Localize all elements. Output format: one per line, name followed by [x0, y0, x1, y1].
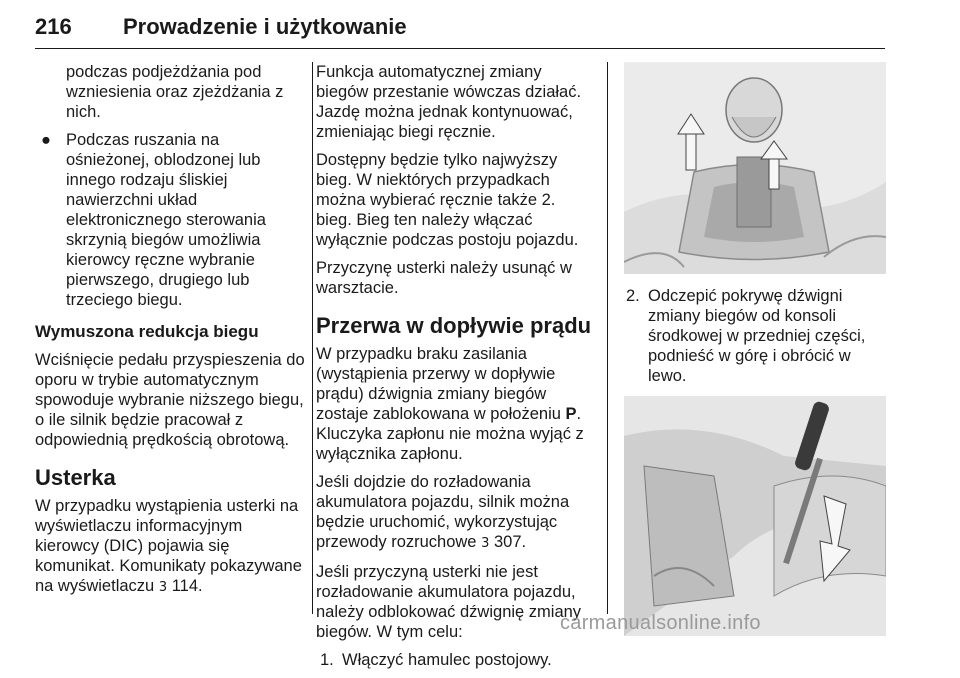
- power-lock-text-end: . Kluczyka zapłonu nie można wyjąć z wyłącznika zapłonu.: [316, 405, 584, 463]
- step-2: [622, 286, 890, 386]
- column-divider-1: [312, 62, 313, 614]
- paragraph-auto-off: Funkcja automatycznej zmiany biegów przestanie wówczas działać. Jazdę można jednak kontynuować, zmieniając biegi ręcznie.: [316, 63, 582, 141]
- watermark: carmanualsonline.info: [560, 612, 761, 634]
- heading-fault: Usterka: [35, 465, 116, 490]
- column-divider-2: [607, 62, 608, 614]
- jump-start-text: Jeśli dojdzie do rozładowania akumulatora pojazdu, silnik można będzie uruchomić, wykorzystując przewody rozruchowe: [316, 473, 570, 551]
- page-title: Prowadzenie i użytkowanie: [123, 14, 407, 39]
- downshift-text: Wciśnięcie pedału przyspieszenia do oporu w trybie automatycznym spowoduje wybranie niższego biegu, o ile silnik będzie pracował z odpowiednią prędkością obrotową.: [35, 351, 305, 449]
- step-number: 1.: [320, 651, 334, 669]
- step-number: 2.: [626, 287, 640, 305]
- paragraph-power-lock: [316, 344, 594, 464]
- park-position-label: P: [565, 405, 577, 423]
- fault-text: [35, 496, 305, 598]
- page-number: 216: [35, 14, 72, 39]
- gear-lever-illustration: [624, 62, 886, 274]
- column-1: [35, 62, 305, 606]
- page-reference-arrow-icon: 3: [158, 580, 168, 595]
- bullet-text: Podczas ruszania na ośnieżonej, oblodzonej lub innego rodzaju śliskiej nawierzchni układ elektronicznego sterowania skrzynią biegów umożliwia kierowcy ręczne wybranie pierwszego, drugiego lub trzeciego biegu.: [66, 131, 266, 309]
- screwdriver-illustration: [624, 396, 886, 636]
- column-2: [316, 62, 594, 678]
- paragraph-jump-start: [316, 472, 594, 554]
- column-3: [622, 62, 890, 636]
- page-reference-link[interactable]: 307.: [493, 533, 527, 551]
- fault-text-body: W przypadku wystąpienia usterki na wyświetlaczu informacyjnym kierowcy (DIC) pojawia się komunikat. Komunikaty pokazywane na wyświetlaczu: [35, 497, 302, 595]
- paragraph-unlock-lever: Jeśli przyczyną usterki nie jest rozładowanie akumulatora pojazdu, należy odblokować dźwignię zmiany biegów. W tym celu:: [316, 563, 582, 641]
- continued-text: podczas podjeżdżania pod wzniesienia oraz zjeżdżania z nich.: [66, 63, 284, 121]
- step-text: Odczepić pokrywę dźwigni zmiany biegów od konsoli środkowej w przedniej części, podnieść w górę i obrócić w lewo.: [648, 287, 866, 385]
- step-1: [316, 650, 594, 670]
- page-header: [35, 8, 885, 49]
- page-reference-arrow-icon: 3: [481, 536, 490, 551]
- bullet-item: [35, 130, 305, 310]
- paragraph-workshop: Przyczynę usterki należy usunąć w warsztacie.: [316, 259, 572, 297]
- bullet-dot-icon: ●: [41, 131, 51, 149]
- page-reference-link[interactable]: 114.: [171, 577, 203, 595]
- step-text: Włączyć hamulec postojowy.: [342, 651, 552, 669]
- heading-power-interruption: Przerwa w dopływie prądu: [316, 313, 592, 338]
- power-lock-text: W przypadku braku zasilania (wystąpienia przerwy w dopływie prądu) dźwignia zmiany biegów zostaje zablokowana w położeniu: [316, 345, 561, 423]
- paragraph-highest-gear: Dostępny będzie tylko najwyższy bieg. W niektórych przypadkach można wybierać ręcznie także 2. bieg. Bieg ten należy włączać wyłącznie podczas postoju pojazdu.: [316, 151, 579, 249]
- heading-forced-downshift: Wymuszona redukcja biegu: [35, 322, 259, 341]
